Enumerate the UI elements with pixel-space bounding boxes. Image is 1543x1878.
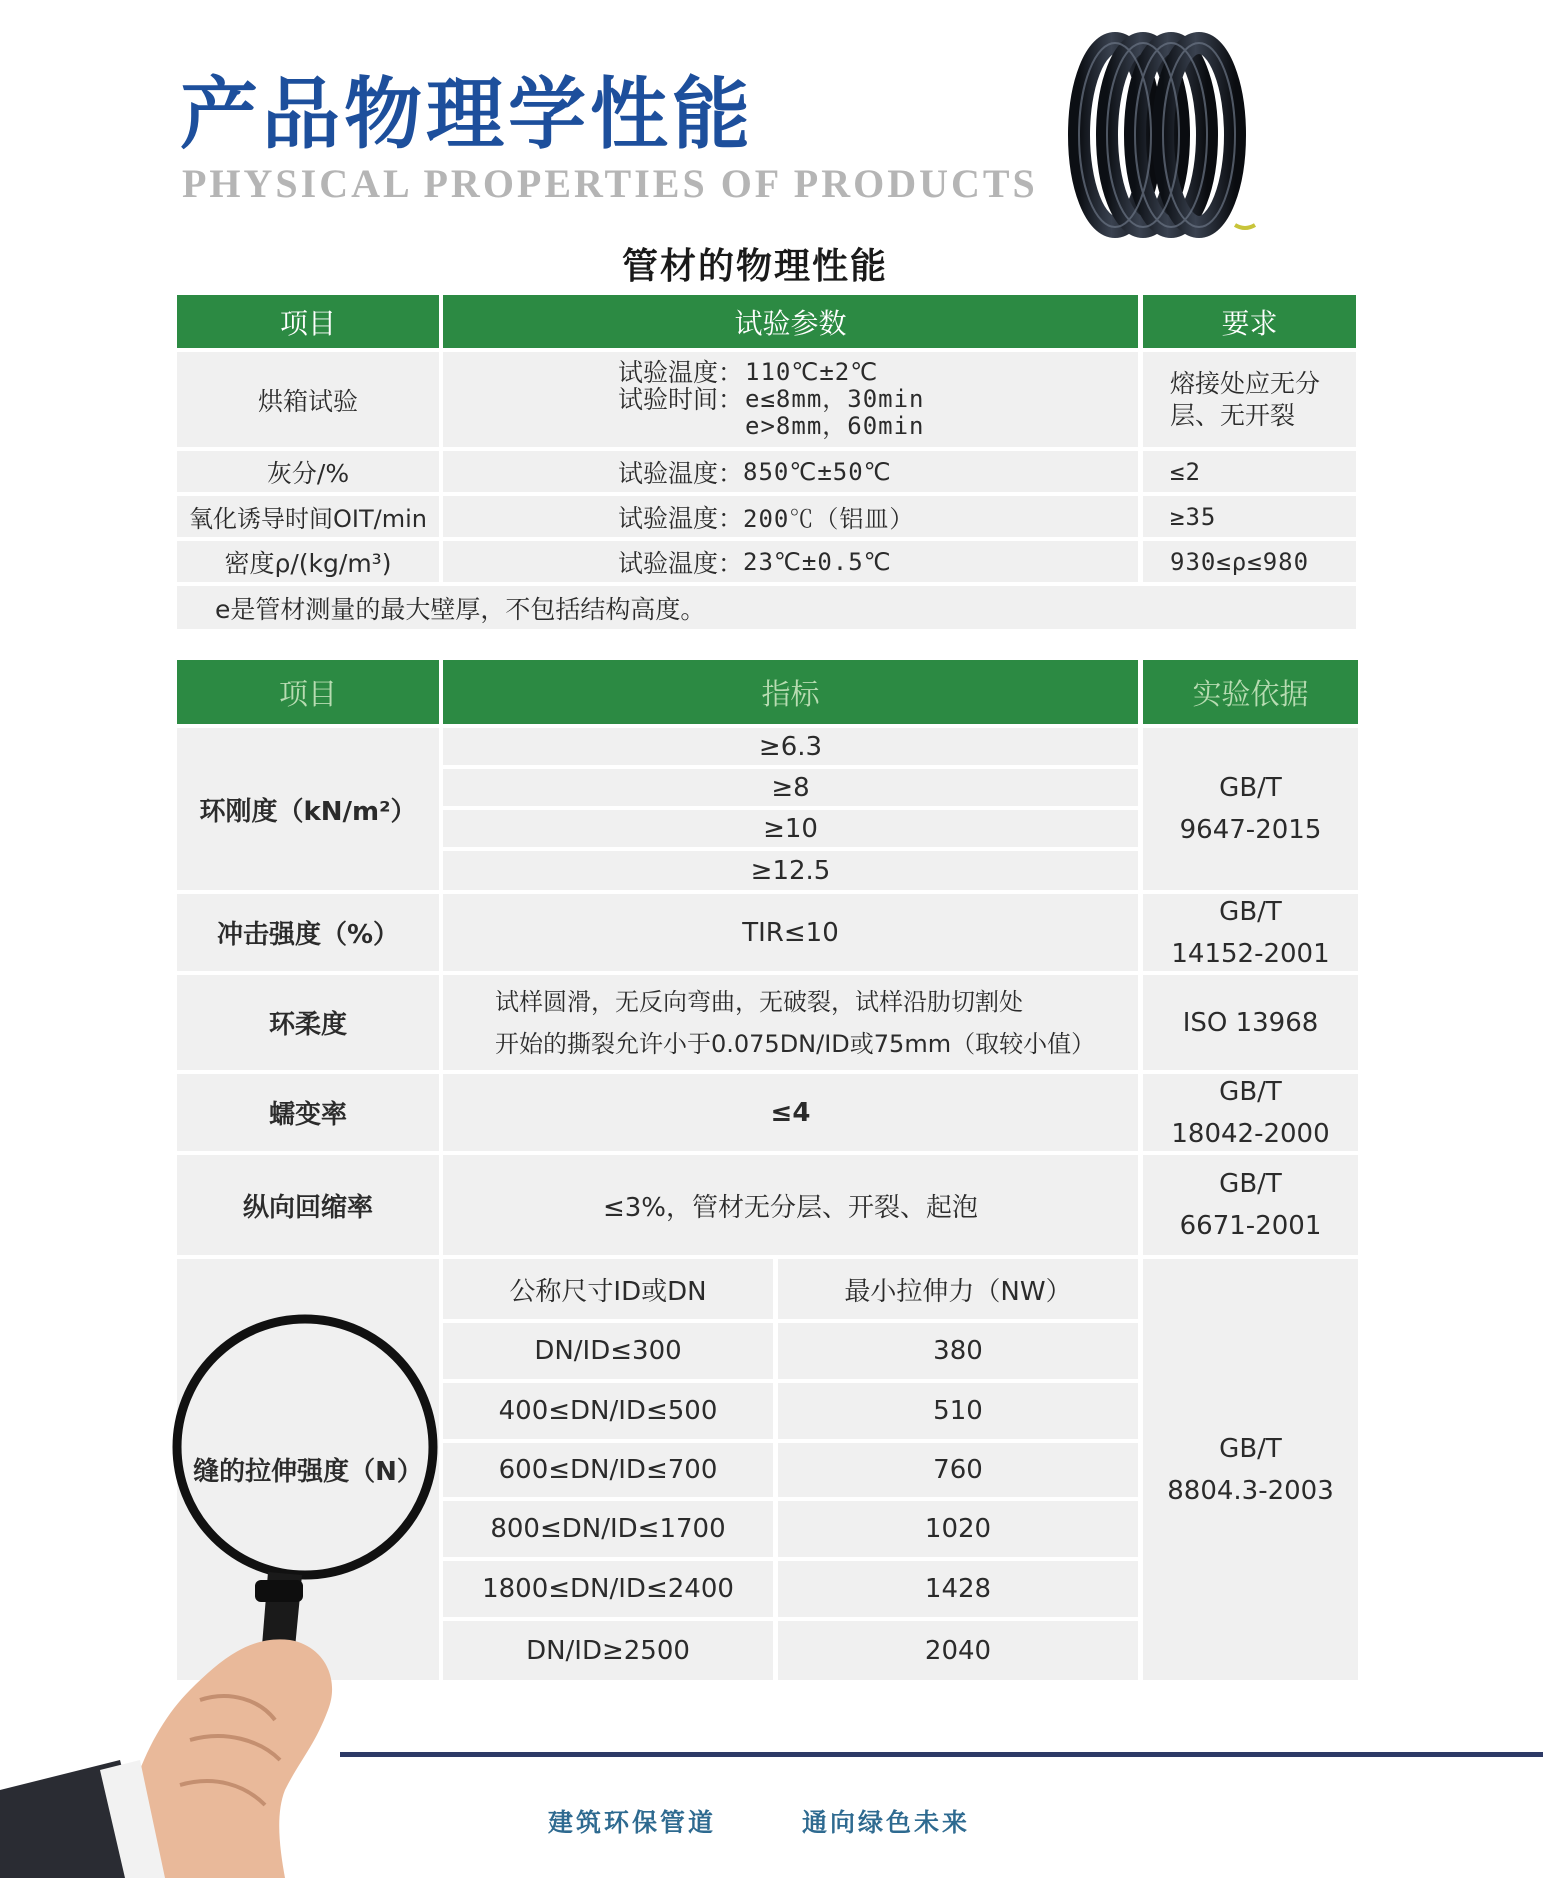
seam-row-size: 1800≤DN/ID≤2400 (443, 1561, 773, 1617)
param-label: 试验时间： (618, 385, 744, 414)
basis-line: GB/T (1219, 896, 1282, 927)
flexibility-value (443, 975, 1138, 1070)
seam-row-force: 2040 (778, 1621, 1138, 1680)
table1-row-density-requirement (1143, 541, 1356, 582)
seam-row-size: 400≤DN/ID≤500 (443, 1383, 773, 1439)
table2-header-basis: 实验依据 (1143, 660, 1358, 724)
flexibility-item: 环柔度 (177, 975, 439, 1070)
flexibility-line: 开始的撕裂允许小于0.075DN/ID或75mm（取较小值） (495, 1029, 1096, 1058)
ring-stiffness-value: ≥8 (443, 769, 1138, 806)
table1-title: 管材的物理性能 (621, 245, 888, 287)
requirement-line: 熔接处应无分 (1170, 368, 1321, 398)
seam-subheader-force: 最小拉伸力（NW） (778, 1259, 1138, 1319)
page-subtitle-en: PHYSICAL PROPERTIES OF PRODUCTS (182, 161, 1038, 206)
basis-line: 9647-2015 (1179, 815, 1322, 845)
requirement-line: 层、无开裂 (1170, 400, 1296, 430)
basis-line: 8804.3-2003 (1167, 1475, 1334, 1506)
flexibility-line: 试样圆滑，无反向弯曲，无破裂，试样沿肋切割处 (495, 987, 1023, 1016)
creep-value: ≤4 (443, 1074, 1138, 1151)
table1-row-ash-params (443, 451, 1138, 492)
page-title: 产品物理学性能 (180, 69, 755, 160)
table1-note: e是管材测量的最大壁厚，不包括结构高度。 (177, 586, 1356, 629)
param-value: 200℃（铝皿） (743, 505, 915, 533)
table1-header-params: 试验参数 (443, 295, 1138, 348)
table1-row-oit-item: 氧化诱导时间OIT/min (177, 496, 439, 537)
param-value: 850℃±50℃ (743, 457, 892, 486)
param-value: 110℃±2℃ (745, 358, 879, 386)
basis-line: GB/T (1219, 1076, 1282, 1107)
basis-line: 18042-2000 (1171, 1118, 1330, 1149)
seam-row-force: 380 (778, 1323, 1138, 1379)
creep-item: 蠕变率 (177, 1074, 439, 1151)
seam-basis (1143, 1259, 1358, 1680)
impact-value: TIR≤10 (443, 894, 1138, 971)
seam-subheader-size: 公称尺寸ID或DN (443, 1259, 773, 1319)
param-label: 试验温度： (618, 503, 744, 533)
requirement-line: 930≤ρ≤980 (1170, 547, 1310, 576)
footer-divider (340, 1752, 1543, 1757)
table1-row-oven-requirement (1143, 352, 1356, 447)
param-label: 试验温度： (618, 458, 744, 488)
ring-stiffness-value: ≥6.3 (443, 728, 1138, 765)
ring-stiffness-basis (1143, 728, 1358, 890)
table1-row-oven-params (443, 352, 1138, 447)
param-label: 试验温度： (618, 548, 744, 578)
ring-stiffness-item: 环刚度（kN/m²） (177, 728, 439, 890)
seam-row-size: DN/ID≥2500 (443, 1621, 773, 1680)
basis-line: 14152-2001 (1171, 938, 1330, 969)
table2-header-index: 指标 (443, 660, 1138, 724)
basis-line: 6671-2001 (1179, 1211, 1322, 1241)
table2-header-item: 项目 (177, 660, 439, 724)
requirement-line: ≥35 (1170, 502, 1217, 531)
table1-row-density-item: 密度ρ/(kg/m³) (177, 541, 439, 582)
seam-row-force: 760 (778, 1443, 1138, 1497)
shrinkage-basis (1143, 1155, 1358, 1255)
footer-slogan-2: 通向绿色未来 (802, 1808, 971, 1837)
ring-stiffness-value: ≥10 (443, 810, 1138, 847)
shrinkage-value: ≤3%，管材无分层、开裂、起泡 (443, 1155, 1138, 1255)
flexibility-basis: ISO 13968 (1143, 975, 1358, 1070)
param-value: e>8mm，60min (745, 412, 925, 440)
table1-row-density-params (443, 541, 1138, 582)
table1-row-oit-requirement (1143, 496, 1356, 537)
seam-row-force: 1020 (778, 1501, 1138, 1557)
ring-stiffness-value: ≥12.5 (443, 851, 1138, 890)
footer-slogan-1: 建筑环保管道 (548, 1808, 717, 1837)
corrugated-pipe-image (1035, 20, 1265, 250)
param-label: 试验温度： (618, 358, 744, 387)
basis-line: GB/T (1219, 773, 1282, 803)
table1-row-ash-requirement (1143, 451, 1356, 492)
seam-row-force: 1428 (778, 1561, 1138, 1617)
table1-row-oven-item: 烘箱试验 (177, 352, 439, 447)
table1-row-oit-params (443, 496, 1138, 537)
basis-line: GB/T (1219, 1433, 1282, 1464)
seam-item: 缝的拉伸强度（N） (177, 1259, 439, 1680)
table1-header-item: 项目 (177, 295, 439, 348)
basis-line: GB/T (1219, 1169, 1282, 1199)
shrinkage-item: 纵向回缩率 (177, 1155, 439, 1255)
seam-row-size: 600≤DN/ID≤700 (443, 1443, 773, 1497)
table1-row-ash-item: 灰分/% (177, 451, 439, 492)
table1-header-requirement: 要求 (1143, 295, 1356, 348)
param-label (618, 413, 743, 440)
param-value: e≤8mm，30min (745, 385, 925, 413)
creep-basis (1143, 1074, 1358, 1151)
magnifying-glass-icon (0, 1275, 470, 1878)
param-value: 23℃±0.5℃ (743, 547, 892, 576)
impact-item: 冲击强度（%） (177, 894, 439, 971)
requirement-line: ≤2 (1170, 457, 1201, 486)
seam-row-size: 800≤DN/ID≤1700 (443, 1501, 773, 1557)
seam-row-size: DN/ID≤300 (443, 1323, 773, 1379)
seam-row-force: 510 (778, 1383, 1138, 1439)
impact-basis (1143, 894, 1358, 971)
